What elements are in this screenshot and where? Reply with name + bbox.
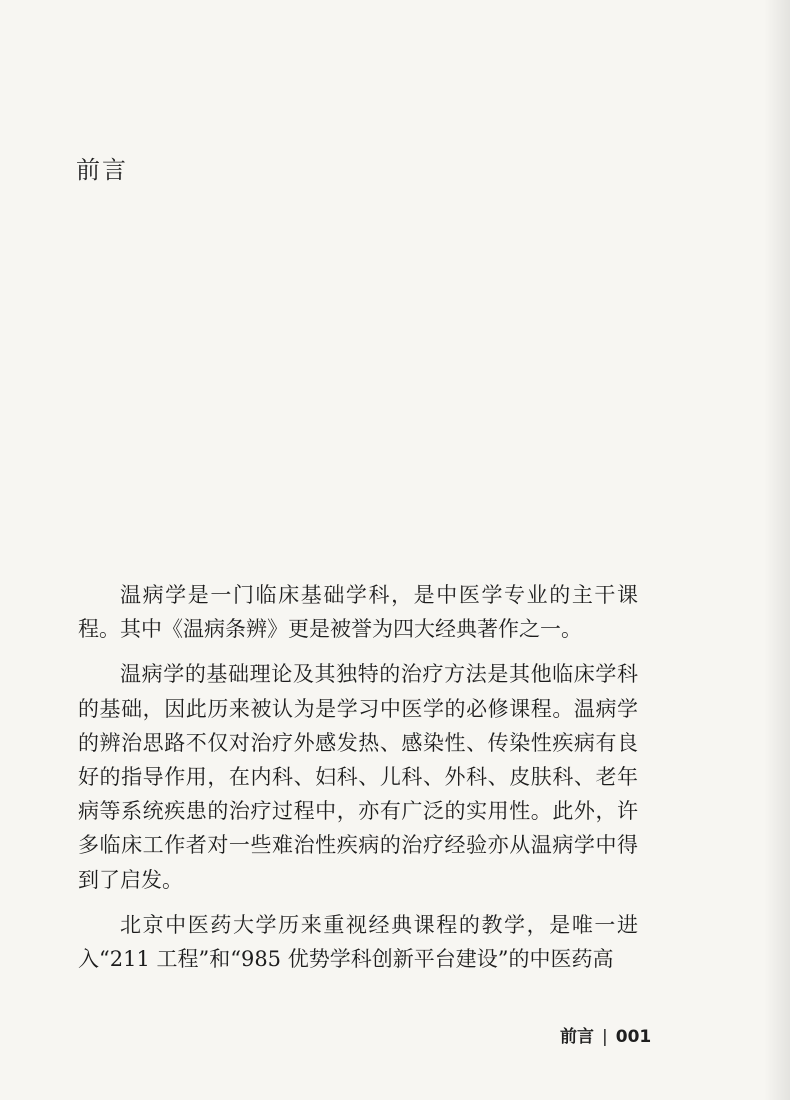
footer-separator: | — [602, 1027, 608, 1047]
paragraph: 北京中医药大学历来重视经典课程的教学，是唯一进入“211 工程”和“985 优势学科创新平台建设”的中医药高 — [78, 912, 638, 972]
paragraph: 温病学的基础理论及其独特的治疗方法是其他临床学科的基础，因此历来被认为是学习中医学的必修课程。温病学的辨治思路不仅对治疗外感发热、感染性、传染性疾病有良好的指导作用，在内科、妇科、儿科、外科、皮肤科、老年病等系统疾患的治疗过程中，亦有广泛的实用性。此外，许多临床工作者对一些难治性疾病的治疗经验亦从温病学中得到了启发。 — [78, 662, 638, 892]
page-footer — [560, 1022, 651, 1047]
section-heading: 前言 — [76, 156, 128, 184]
footer-section-label: 前言 — [560, 1027, 594, 1047]
scan-edge-shadow — [764, 0, 790, 1100]
paragraph: 温病学是一门临床基础学科，是中医学专业的主干课程。其中《温病条辨》更是被誉为四大经典著作之一。 — [78, 583, 638, 642]
body-text — [78, 578, 638, 987]
page-number: 001 — [615, 1027, 652, 1047]
